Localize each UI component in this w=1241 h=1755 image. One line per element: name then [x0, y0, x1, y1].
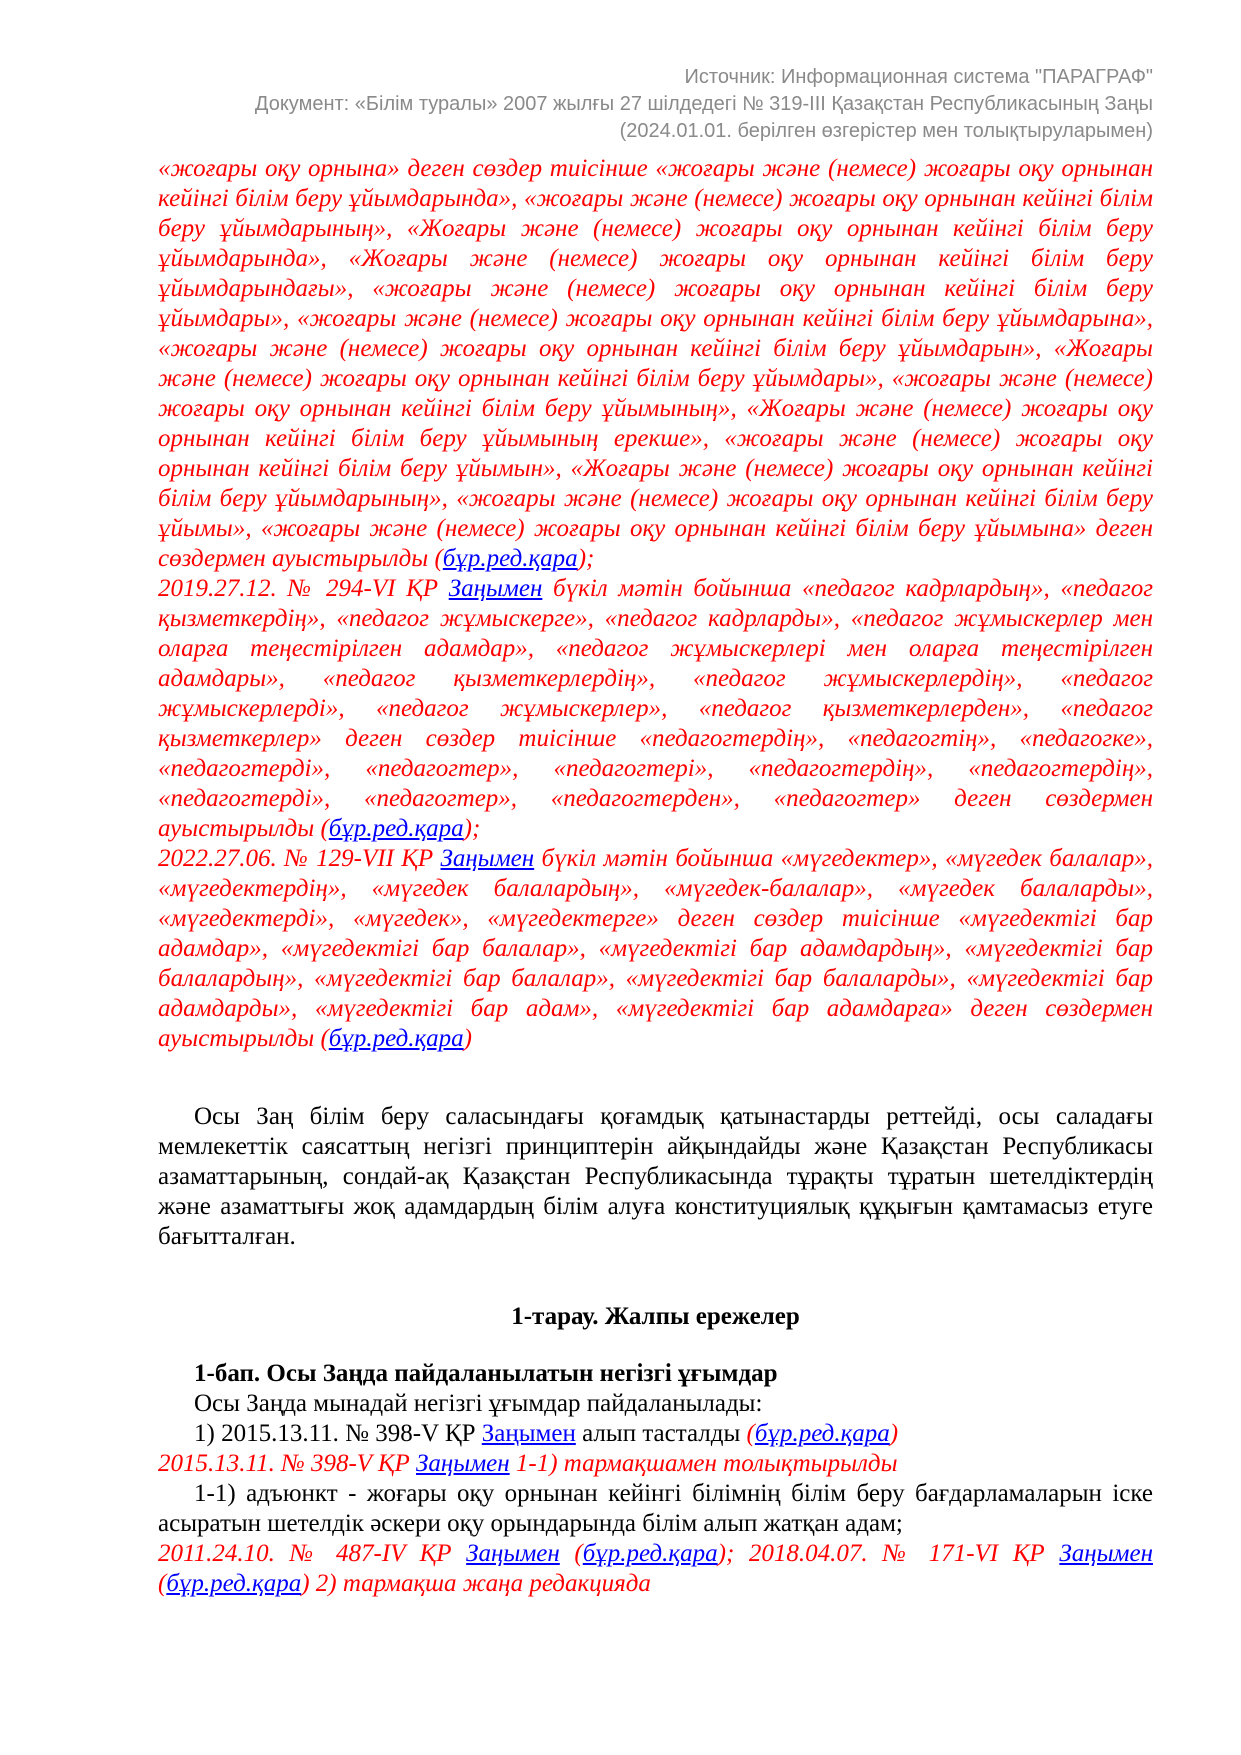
- prev-edition-link[interactable]: бұр.ред.қара: [582, 1540, 718, 1567]
- text-run: «жоғары оқу орнына» деген сөздер тиісінше «жоғары және (немесе) жоғары оқу орнынан кейінгі білім беру ұйымдарында», «жоғары және (немесе) жоғары оқу орнынан кейінгі білім беру ұйымдарының», «Жоғары және (немесе) жоғары оқу орнынан кейінгі білім беру ұйымдарында», «Жоғары және (немесе) жоғары оқу орнынан кейінгі білім беру ұйымдарындағы», «жоғары және (немесе) жоғары оқу орнынан кейінгі білім беру ұйымдары», «жоғары және (немесе) жоғары оқу орнынан кейінгі білім беру ұйымдарына», «жоғары және (немесе) жоғары оқу орнынан кейінгі білім беру ұйымдарын», «Жоғары және (немесе) жоғары оқу орнынан кейінгі білім беру ұйымдары», «жоғары және (немесе) жоғары оқу орнынан кейінгі білім беру ұйымының», «Жоғары және (немесе) жоғары оқу орнынан кейінгі білім беру ұйымының ерекше», «жоғары және (немесе) жоғары оқу орнынан кейінгі білім беру ұйымын», «Жоғары және (немесе) жоғары оқу орнынан кейінгі білім беру ұйымдарының», «жоғары және (немесе) жоғары оқу орнынан кейінгі білім беру ұйымы», «жоғары және (немесе) жоғары оқу орнынан кейінгі білім беру ұйымына» деген сөздермен ауыстырылды (: [158, 155, 1153, 572]
- amendment-note-2019-pedagog: [158, 574, 1153, 844]
- text-run: (: [158, 1570, 167, 1597]
- text-run: бүкіл мәтін бойынша «педагог кадрлардың», «педагог қызметкердің», «педагог жұмыскерге», «педагог кадрларды», «педагог жұмыскерлер мен оларға теңестірілген адамдар», «педагог жұмыскерлері мен оларға теңестірілген адамдары», «педагог қызметкерлердің», «педагог жұмыскерлердің», «педагог жұмыскерлерді», «педагог жұмыскерлер», «педагог қызметкерлерден», «педагог қызметкерлер» деген сөздер тиісінше «педагогтердің», «педагогтің», «педагогке», «педагогтерді», «педагогтер», «педагогтері», «педагогтердің», «педагогтердің», «педагогтерді», «педагогтер», «педагогтерден», «педагогтер» деген сөздермен ауыстырылды (: [158, 575, 1153, 842]
- law-link[interactable]: Заңымен: [440, 845, 535, 872]
- text-run: 2015.13.11. № 398-V ҚР: [158, 1450, 416, 1477]
- text-run: 1-бап. Осы Заңда пайдаланылатын негізгі ұғымдар: [194, 1360, 778, 1387]
- chapter-1-heading: [158, 1302, 1153, 1332]
- article-1-intro: [158, 1389, 1153, 1419]
- text-run: 1) 2015.13.11. № 398-V ҚР: [194, 1420, 482, 1447]
- text-run: ) 2) тармақша жаңа редакцияда: [301, 1570, 651, 1597]
- item-1-1-adjunct: [158, 1479, 1153, 1539]
- prev-edition-link[interactable]: бұр.ред.қара: [442, 545, 578, 572]
- text-run: ); 2018.04.07. № 171-VI ҚР: [717, 1540, 1060, 1567]
- text-run: алып тасталды: [575, 1420, 747, 1447]
- text-run: 2019.27.12. № 294-VI ҚР: [158, 575, 449, 602]
- law-link[interactable]: Заңымен: [448, 575, 543, 602]
- law-link[interactable]: Заңымен: [415, 1450, 510, 1477]
- text-run: (: [746, 1420, 755, 1447]
- text-run: 1-1) тармақшамен толықтырылды: [509, 1450, 898, 1477]
- text-run: ): [889, 1420, 899, 1447]
- text-run: 2011.24.10. № 487-IV ҚР: [158, 1540, 467, 1567]
- law-purpose-paragraph: [158, 1102, 1153, 1252]
- text-run: Осы Заңда мынадай негізгі ұғымдар пайдаланылады:: [194, 1390, 763, 1417]
- amendment-note-vuz-terms: [158, 154, 1153, 574]
- text-run: 2022.27.06. № 129-VII ҚР: [158, 845, 441, 872]
- item-1-excluded: [158, 1419, 1153, 1449]
- amendment-note-2022-mugedek: [158, 844, 1153, 1054]
- text-run: бүкіл мәтін бойынша «мүгедектер», «мүгедек балалар», «мүгедектердің», «мүгедек балалардың», «мүгедек-балалар», «мүгедек балаларды», «мүгедектерді», «мүгедек», «мүгедектерге» деген сөздер тиісінше «мүгедектігі бар адамдар», «мүгедектігі бар балалар», «мүгедектігі бар адамдардың», «мүгедектігі бар балалардың», «мүгедектігі бар балалар», «мүгедектігі бар балаларды», «мүгедектігі бар адамдарды», «мүгедектігі бар адам», «мүгедектігі бар адамдарға» деген сөздермен ауыстырылды (: [158, 845, 1153, 1052]
- prev-edition-link[interactable]: бұр.ред.қара: [754, 1420, 890, 1447]
- text-run: );: [463, 815, 481, 842]
- law-link[interactable]: Заңымен: [481, 1420, 576, 1447]
- law-link[interactable]: Заңымен: [1059, 1540, 1153, 1567]
- text-run: 1-тарау. Жалпы ережелер: [511, 1303, 800, 1330]
- document-title-line: Документ: «Білім туралы» 2007 жылғы 27 шілдедегі № 319-III Қазақстан Республикасының Заңы: [254, 93, 1153, 115]
- prev-edition-link[interactable]: бұр.ред.қара: [328, 815, 464, 842]
- source-line: Источник: Информационная система "ПАРАГРАФ": [684, 66, 1153, 88]
- prev-edition-link[interactable]: бұр.ред.қара: [166, 1570, 302, 1597]
- text-run: );: [577, 545, 595, 572]
- document-body: [158, 154, 1153, 1599]
- text-run: (: [559, 1540, 583, 1567]
- amendment-note-2011-2018-item-2: [158, 1539, 1153, 1599]
- amendments-date-line: (2024.01.01. берілген өзгерістер мен толықтыруларымен): [619, 120, 1153, 142]
- amendment-note-2015-item-1-1: [158, 1449, 1153, 1479]
- text-run: ): [463, 1025, 472, 1052]
- law-link[interactable]: Заңымен: [466, 1540, 560, 1567]
- prev-edition-link[interactable]: бұр.ред.қара: [328, 1025, 464, 1052]
- text-run: Осы Заң білім беру саласындағы қоғамдық қатынастарды реттейді, осы саладағы мемлекеттік саясаттың негізгі принциптерін айқындайды және Қазақстан Республикасы азаматтарының, сондай-ақ Қазақстан Республикасында тұрақты тұратын шетелдіктердің және азаматтығы жоқ адамдардың білім алуға конституциялық құқығын қамтамасыз етуге бағытталған.: [158, 1103, 1153, 1250]
- text-run: 1-1) адъюнкт - жоғары оқу орнынан кейінгі білімнің білім беру бағдарламаларын іске асыратын шетелдік әскери оқу орындарында білім алып жатқан адам;: [158, 1480, 1153, 1537]
- document-header: [158, 64, 1153, 145]
- article-1-heading: [158, 1359, 1153, 1389]
